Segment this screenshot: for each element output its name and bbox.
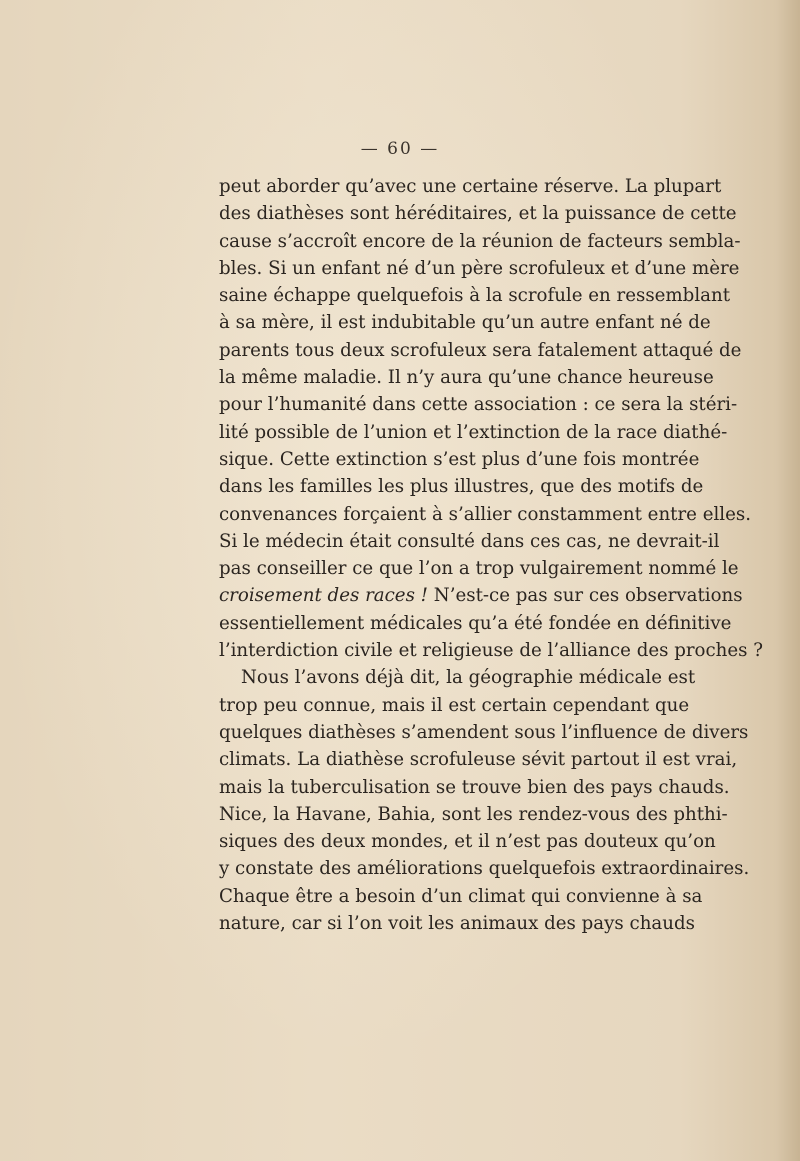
text-line: essentiellement médicales qu’a été fondée en définitive bbox=[219, 612, 732, 634]
text-line: dans les familles les plus illustres, que des motifs de bbox=[219, 476, 704, 498]
text-line: Chaque être a besoin d’un climat qui convienne à sa bbox=[219, 885, 703, 907]
text-line: des diathèses sont héréditaires, et la puissance de cette bbox=[219, 203, 737, 225]
text-line: pour l’humanité dans cette association : ce sera la stéri- bbox=[219, 394, 738, 416]
text-line: sique. Cette extinction s’est plus d’une fois montrée bbox=[219, 448, 700, 470]
text-line: quelques diathèses s’amendent sous l’influence de divers bbox=[219, 721, 749, 743]
text-line: bles. Si un enfant né d’un père scrofuleux et d’une mère bbox=[219, 257, 740, 279]
text-line: Si le médecin était consulté dans ces cas, ne devrait-il bbox=[219, 530, 720, 552]
text-line: cause s’accroît encore de la réunion de facteurs sembla- bbox=[219, 230, 741, 252]
text-line: nature, car si l’on voit les animaux des pays chauds bbox=[219, 913, 695, 935]
page-number: — 60 — bbox=[360, 139, 440, 159]
text-line: la même maladie. Il n’y aura qu’une chance heureuse bbox=[219, 367, 714, 389]
text-line: parents tous deux scrofuleux sera fatalement attaqué de bbox=[219, 339, 742, 361]
text-line-rest: N’est-ce pas sur ces observations bbox=[428, 585, 743, 607]
text-line: saine échappe quelquefois à la scrofule en ressemblant bbox=[219, 285, 731, 307]
text-line: climats. La diathèse scrofuleuse sévit partout il est vrai, bbox=[219, 749, 738, 771]
text-line: y constate des améliorations quelquefois extraordinaires. bbox=[219, 858, 750, 880]
text-line: mais la tuberculisation se trouve bien des pays chauds. bbox=[219, 776, 730, 798]
text-line: pas conseiller ce que l’on a trop vulgairement nommé le bbox=[219, 558, 739, 580]
text-line: l’interdiction civile et religieuse de l’alliance des proches ? bbox=[219, 640, 764, 662]
text-line: siques des deux mondes, et il n’est pas douteux qu’on bbox=[219, 831, 716, 853]
text-line: peut aborder qu’avec une certaine réserve. La plupart bbox=[219, 176, 722, 197]
text-line: à sa mère, il est indubitable qu’un autre enfant né de bbox=[219, 312, 711, 334]
text-line: trop peu connue, mais il est certain cependant que bbox=[219, 694, 690, 716]
text-line-with-italic bbox=[219, 582, 743, 609]
text-line: Nice, la Havane, Bahia, sont les rendez-vous des phthi- bbox=[219, 803, 728, 825]
text-line: convenances forçaient à s’allier constamment entre elles. bbox=[219, 503, 751, 525]
italic-phrase: croisement des races ! bbox=[219, 585, 428, 607]
body-text bbox=[219, 173, 764, 937]
paragraph-start-line: Nous l’avons déjà dit, la géographie médicale est bbox=[241, 667, 696, 689]
text-line: lité possible de l’union et l’extinction de la race diathé- bbox=[219, 421, 728, 443]
